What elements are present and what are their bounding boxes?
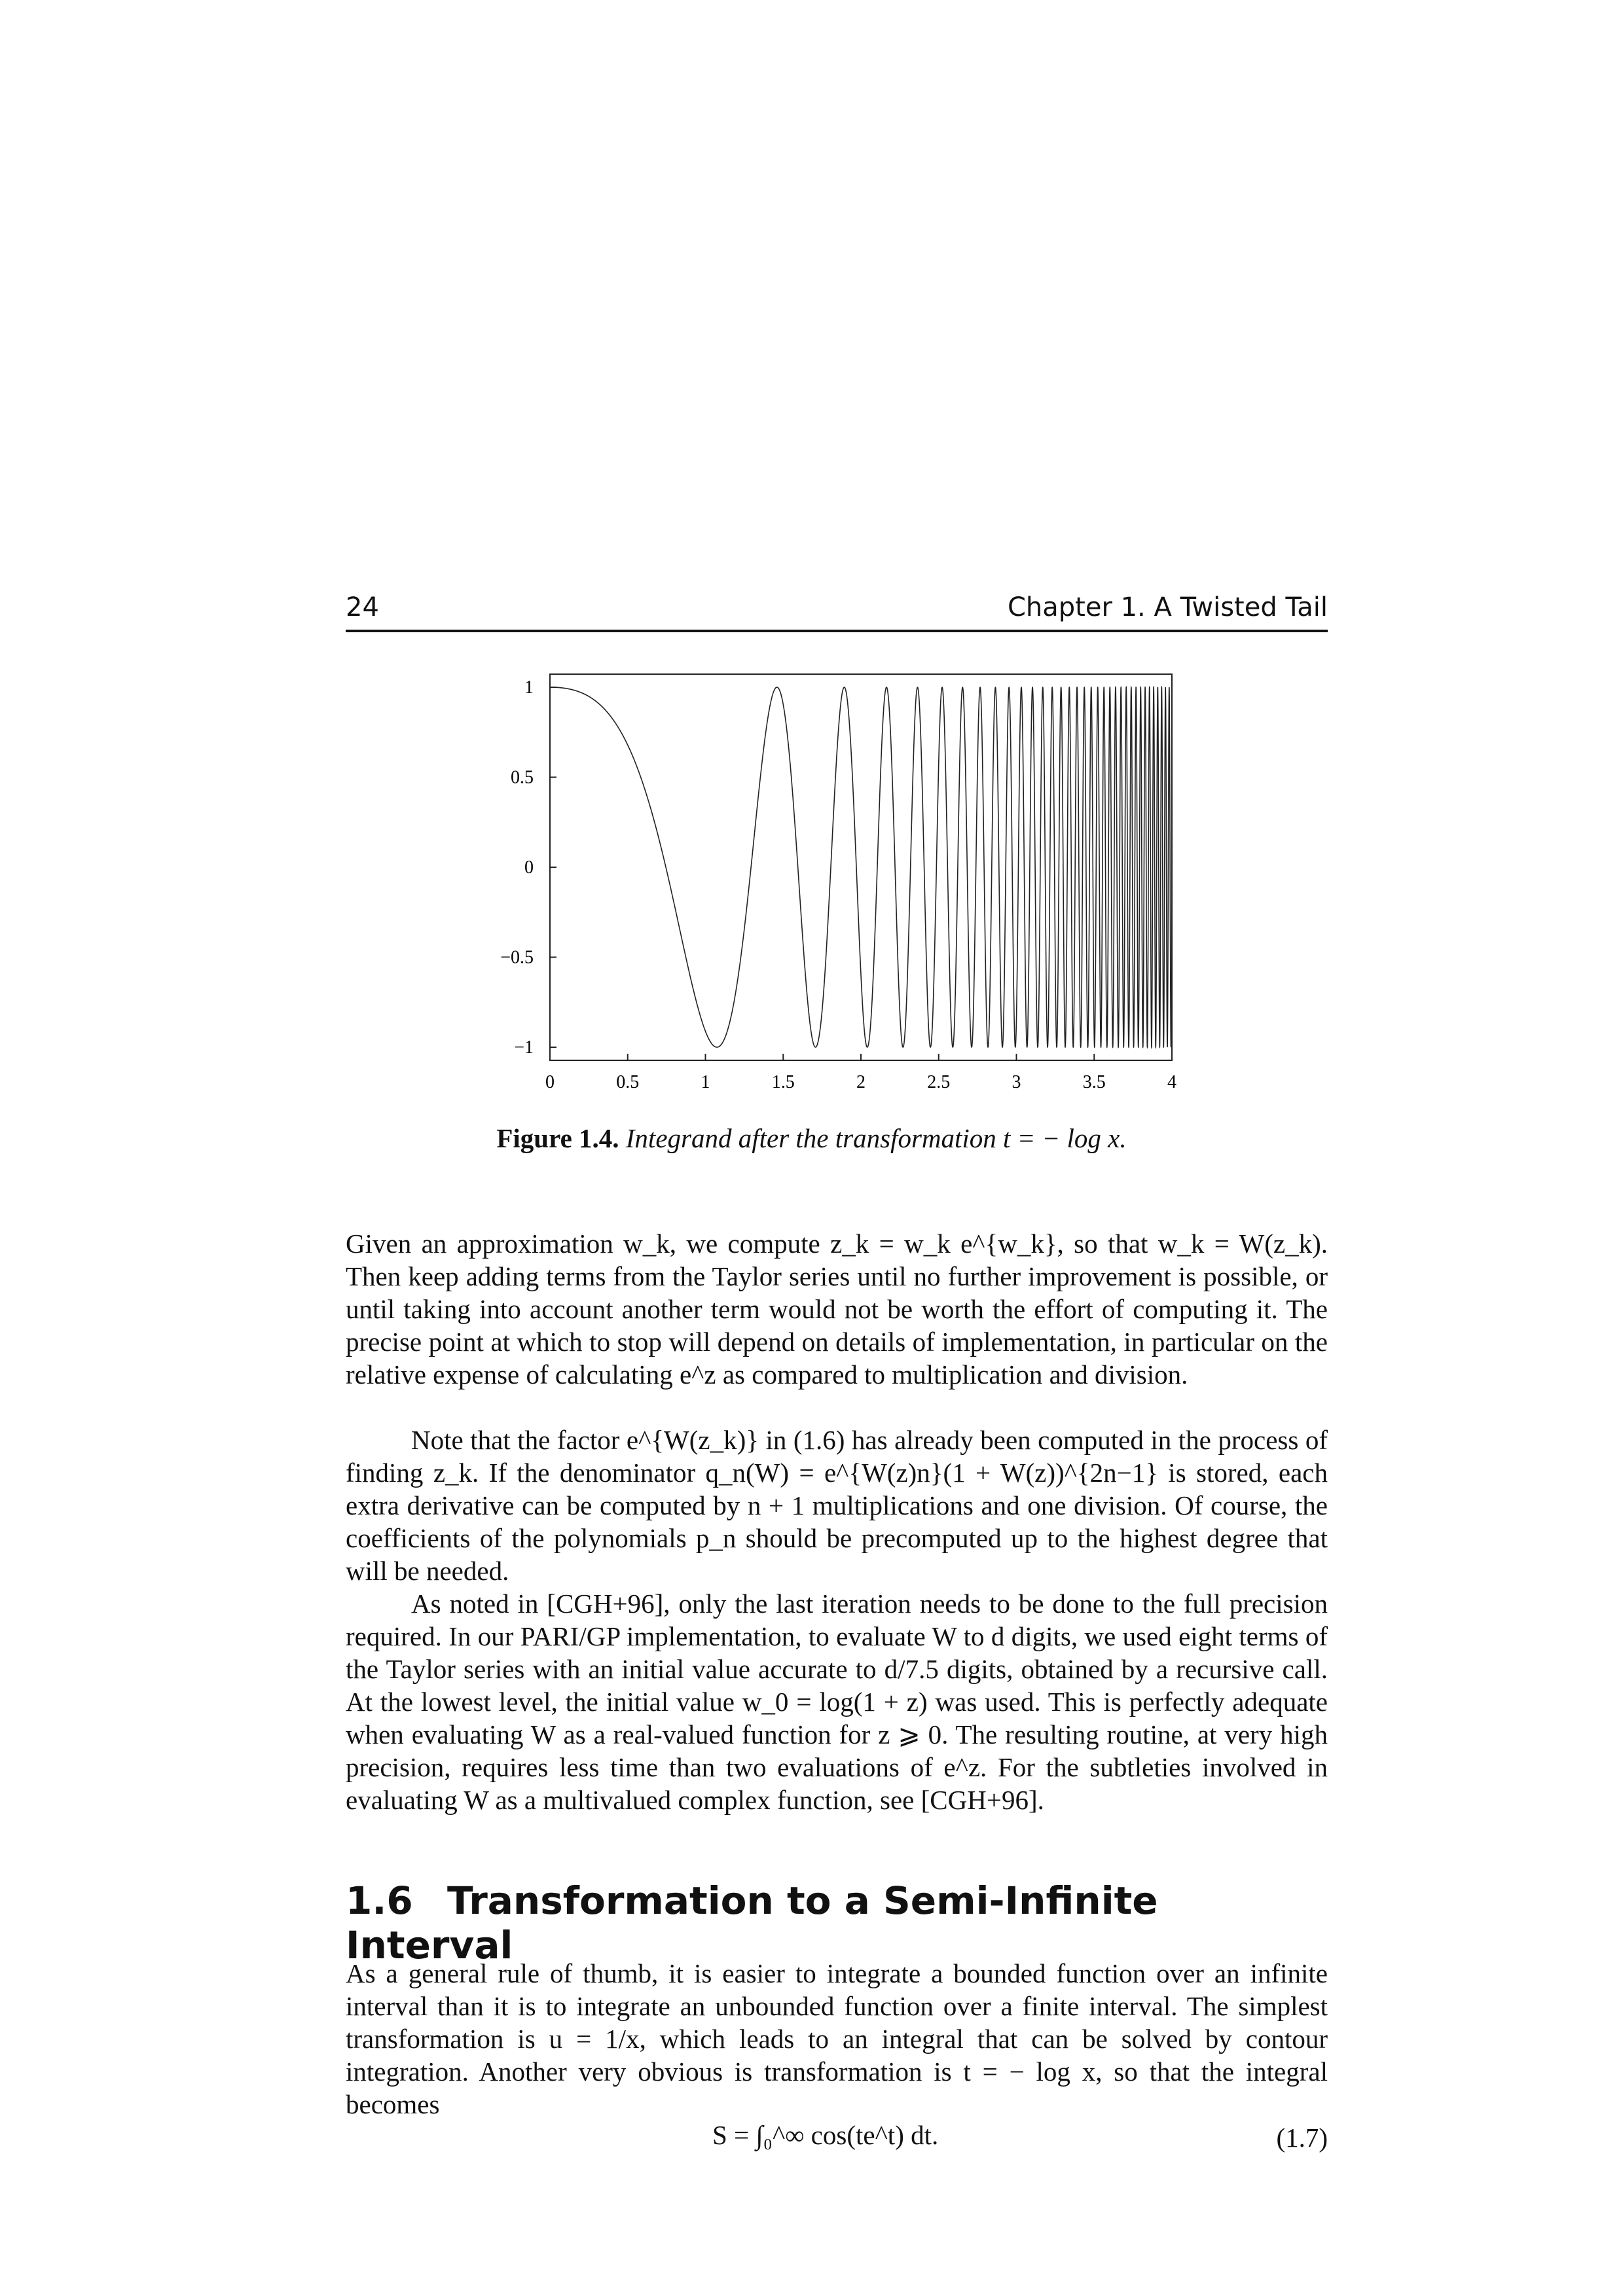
x-tick-label: 1.5 <box>771 1072 795 1092</box>
paragraph-3: As noted in [CGH+96], only the last iteration needs to be done to the full precision required. In our PARI/GP implementation, to evaluate W to d digits, we used eight terms of the Taylor series with an initial value accurate to d/7.5 digits, obtained by a recursive call. At the lowest level, the initial value w_0 = log(1 + z) was used. This is perfectly adequate when evaluating W as a real-valued function for z ⩾ 0. The resulting routine, at very high precision, requires less time than two evaluations of e^z. For the subtleties involved in evaluating W as a multivalued complex function, see [CGH+96]. <box>346 1588 1328 1815</box>
x-tick-label: 3 <box>1012 1072 1021 1092</box>
y-tick-label: 0.5 <box>511 767 534 788</box>
x-tick-label: 2 <box>856 1072 866 1092</box>
x-tick-label: 0 <box>545 1072 555 1092</box>
paragraph-1: Given an approximation w_k, we compute z_k = w_k e^{w_k}, so that w_k = W(z_k). Then keep adding terms from the Taylor series until no further improvement is possible, or until taking into account another term would not be worth the effort of computing it. The precise point at which to stop will depend on details of implementation, in particular on the relative expense of calculating e^z as compared to multiplication and division. <box>346 1229 1328 1390</box>
y-tick-label: 0 <box>524 857 534 878</box>
paragraph-4: As a general rule of thumb, it is easier to integrate a bounded function over an infinite interval than it is to integrate an unbounded function over a finite interval. The simplest transformation is u = 1/x, which leads to an integral that can be solved by contour integration. Another very obvious is transformation is t = − log x, so that the integral becomes <box>346 1958 1328 2119</box>
caption-label: Figure 1.4. <box>496 1123 619 1153</box>
y-tick-label: 1 <box>524 677 534 698</box>
x-tick-label: 0.5 <box>616 1072 640 1092</box>
running-head <box>346 592 1328 632</box>
y-tick-label: −1 <box>514 1037 534 1058</box>
y-tick-label: −0.5 <box>500 947 534 968</box>
page-number: 24 <box>346 592 379 622</box>
x-tick-label: 1 <box>701 1072 710 1092</box>
header-rule <box>346 630 1328 632</box>
series-line <box>550 687 1172 1047</box>
section-number: 1.6 <box>346 1878 413 1923</box>
chapter-title: Chapter 1. A Twisted Tail <box>1007 592 1328 622</box>
integrand-plot <box>484 668 1178 1113</box>
section-heading <box>346 1878 1328 1967</box>
paragraph-2: Note that the factor e^{W(z_k)} in (1.6) has already been computed in the process of finding z_k. If the denominator q_n(W) = e^{W(z)n}(1 + W(z))^{2n−1} is stored, each extra derivative can be computed by n + 1 multiplications and one division. Of course, the coefficients of the polynomials p_n should be precomputed up to the highest degree that will be needed. <box>346 1425 1328 1586</box>
equation-1-7 <box>346 2094 1328 2179</box>
figure-caption <box>0 1122 1623 1154</box>
x-tick-label: 4 <box>1167 1072 1176 1092</box>
section-title: Transformation to a Semi-Infinite Interval <box>346 1878 1158 1967</box>
figure-1-4 <box>484 668 1178 1113</box>
equation-number: (1.7) <box>1276 2123 1328 2153</box>
caption-text: Integrand after the transformation t = − log x. <box>625 1123 1127 1153</box>
x-tick-label: 2.5 <box>927 1072 951 1092</box>
x-tick-label: 3.5 <box>1082 1072 1106 1092</box>
equation-body: S = ∫₀^∞ cos(te^t) dt. <box>712 2120 939 2150</box>
